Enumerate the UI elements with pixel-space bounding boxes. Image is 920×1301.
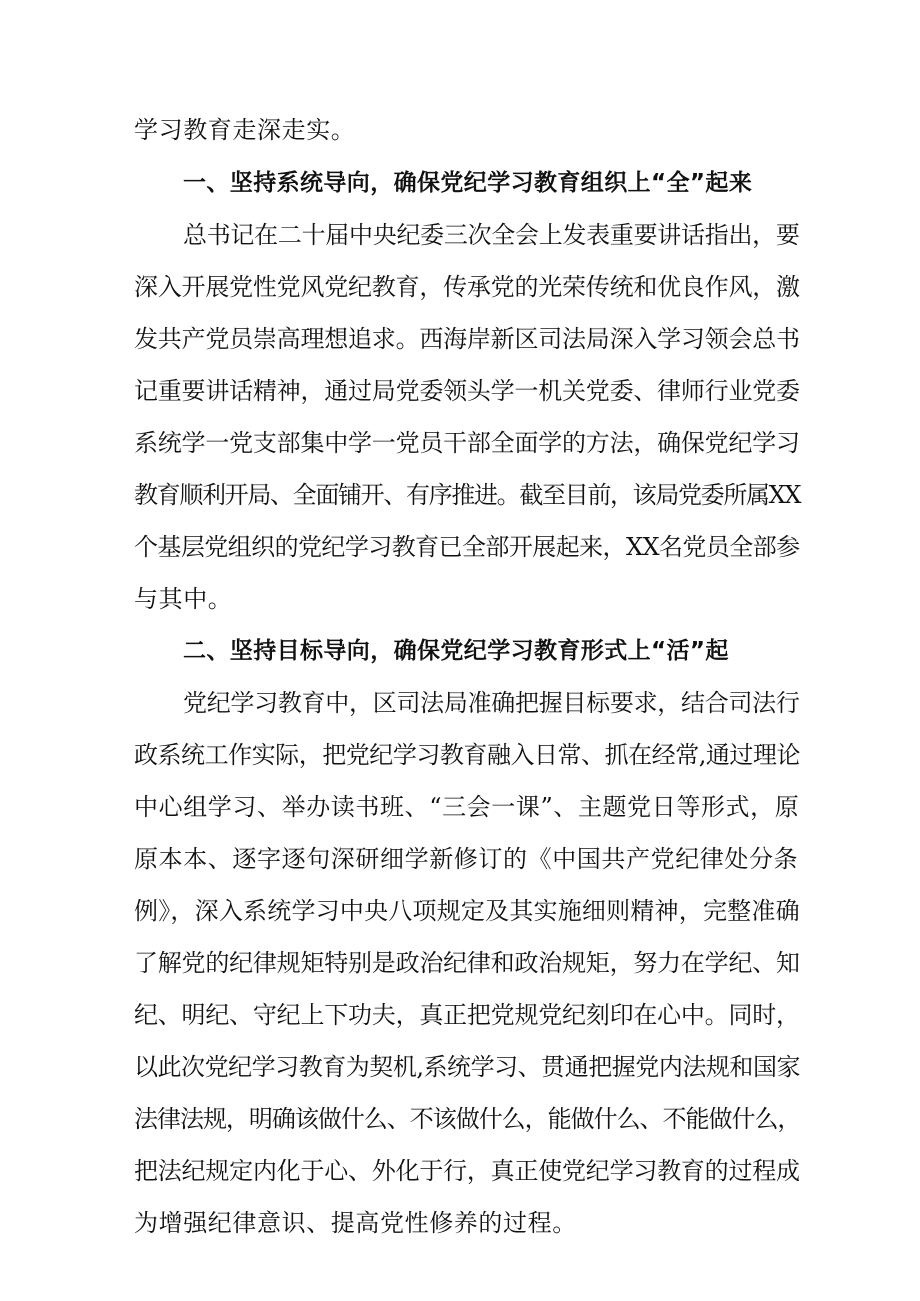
section-1-line: 记重要讲话精神，通过局党委领头学一机关党委、律师行业党委 [134,377,800,405]
section-2-line: 党纪学习教育中，区司法局准确把握目标要求，结合司法行 [183,689,800,717]
section-2-line: 以此次党纪学习教育为契机,系统学习、贯通把握党内法规和国家 [134,1053,801,1081]
section-2-line: 例》，深入系统学习中央八项规定及其实施细则精神，完整准确 [134,897,800,925]
section-2-line: 把法纪规定内化于心、外化于行，真正使党纪学习教育的过程成 [134,1157,800,1185]
section-2-line: 原本本、逐字逐句深研细学新修订的《中国共产党纪律处分条 [134,845,799,873]
section-2-line: 为增强纪律意识、提高党性修养的过程。 [134,1209,577,1237]
section-1-heading: 一、坚持系统导向，确保党纪学习教育组织上“全”起来 [183,170,753,196]
section-1-line: 发共产党员崇高理想追求。西海岸新区司法局深入学习领会总书 [134,325,800,353]
section-2-line: 政系统工作实际，把党纪学习教育融入日常、抓在经常,通过理论 [134,741,801,769]
section-1-line: 教育顺利开局、全面铺开、有序推进。截至目前，该局党委所属XX [134,481,801,509]
section-1-line: 与其中。 [134,585,233,613]
section-1-line: 深入开展党性党风党纪教育，传承党的光荣传统和优良作风，激 [134,273,800,301]
section-1-line: 系统学一党支部集中学一党员干部全面学的方法，确保党纪学习 [134,429,800,457]
section-1-line: 总书记在二十届中央纪委三次全会上发表重要讲话指出，要 [183,221,800,249]
section-2-line: 法律法规，明确该做什么、不该做什么，能做什么、不能做什么， [134,1105,801,1133]
section-2-line: 了解党的纪律规矩特别是政治纪律和政治规矩，努力在学纪、知 [134,949,800,977]
section-2-line: 纪、明纪、守纪上下功夫，真正把党规党纪刻印在心中。同时， [134,1001,800,1029]
intro-tail-text: 学习教育走深走实。 [134,116,356,144]
section-2-line: 中心组学习、举办读书班、“三会一课”、主题党日等形式，原 [134,793,800,821]
section-2-heading: 二、坚持目标导向，确保党纪学习教育形式上“活”起 [183,638,729,664]
section-1-line: 个基层党组织的党纪学习教育已全部开展起来，XX名党员全部参 [134,533,800,561]
